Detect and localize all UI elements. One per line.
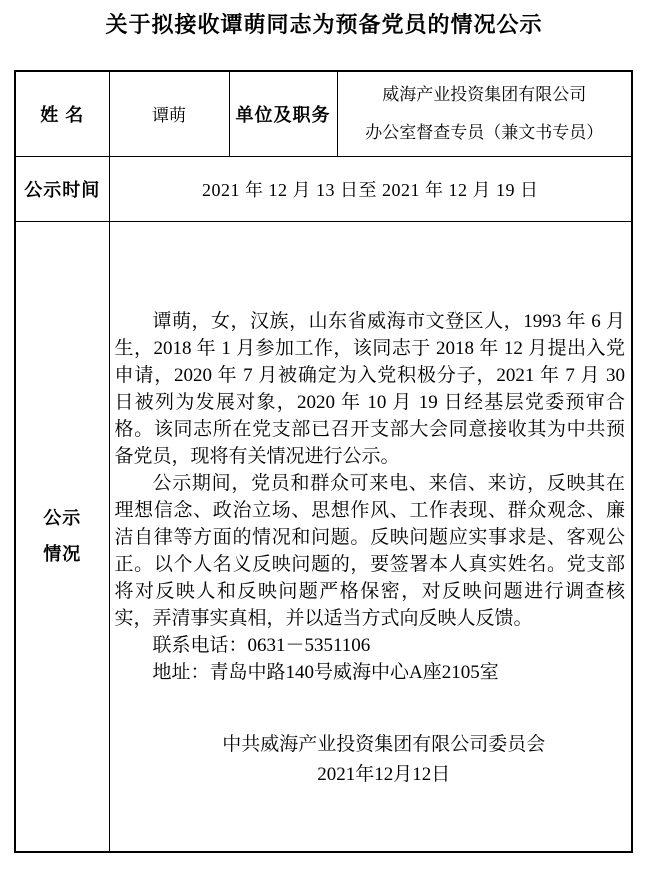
unit-value: [337, 71, 632, 156]
details-paragraph-2: 公示期间，党员和群众可来电、来信、来访，反映其在理想信念、政治立场、思想作风、工作表现、群众观念、廉洁自律等方面的情况和问题。反映问题应实事求是、客观公正。以个人名义反映问题的，要签署本人真实姓名。党支部将对反映人和反映问题严格保密，对反映问题进行调查核实，弄清事实真相，并以适当方式向反映人反馈。: [114, 472, 625, 629]
details-label: [15, 221, 109, 852]
page-title: 关于拟接收谭萌同志为预备党员的情况公示: [105, 12, 543, 37]
name-value: 谭萌: [109, 71, 229, 156]
table-row-name-unit: [15, 71, 632, 156]
unit-value-company: 威海产业投资集团有限公司: [382, 84, 587, 104]
table-row-details: [15, 221, 632, 852]
table-row-period: [15, 156, 632, 221]
signature-organization: 中共威海产业投资集团有限公司委员会: [222, 733, 546, 755]
signature-date: 2021年12月12日: [317, 763, 451, 785]
contact-address: 地址：青岛中路140号威海中心A座2105室: [152, 661, 499, 683]
period-label: 公示时间: [15, 156, 109, 221]
details-label-line2: 情况: [43, 544, 82, 565]
unit-label: 单位及职务: [229, 71, 337, 156]
details-label-line1: 公示: [43, 508, 82, 529]
name-label: 姓 名: [15, 71, 109, 156]
notice-table: [14, 70, 633, 853]
signature-block: [115, 730, 626, 790]
contact-phone: 联系电话：0631－5351106: [152, 634, 371, 656]
period-value: 2021 年 12 月 13 日至 2021 年 12 月 19 日: [109, 156, 632, 221]
details-content: [109, 221, 632, 852]
unit-value-position: 办公室督查专员（兼文书专员）: [365, 122, 604, 142]
details-paragraph-1: 谭萌，女，汉族，山东省威海市文登区人，1993 年 6 月生，2018 年 1 月参加工作，该同志于 2018 年 12 月提出入党申请，2020 年 7 月被确定为入党积极分子，2021 年 7 月 30 日被列为发展对象，2020 年 10 月 19 日经基层党委预审合格。该同志所在党支部已召开支部大会同意接收其为中共预备党员，现将有关情况进行公示。: [114, 310, 625, 467]
